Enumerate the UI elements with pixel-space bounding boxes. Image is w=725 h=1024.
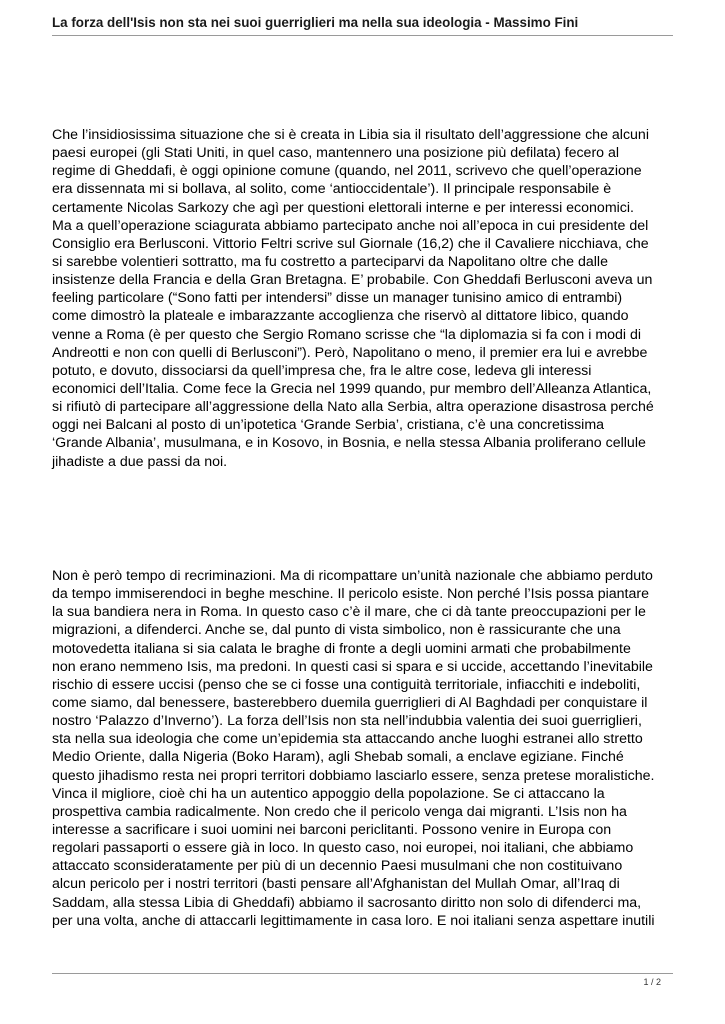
paragraph-line: regolari passaporti o essere già in loco. In questo caso, noi europei, noi italiani, che abbiamo bbox=[52, 840, 634, 857]
paragraph-line: Consiglio era Berlusconi. Vittorio Feltri scrive sul Giornale (16,2) che il Cavaliere nicchiava, che bbox=[52, 235, 649, 252]
paragraph-line: prospettiva cambia radicalmente. Non credo che il pericolo venga dai migranti. L’Isis non ha bbox=[52, 803, 627, 820]
paragraph-line: nostro ‘Palazzo d’Inverno’). La forza dell’Isis non sta nell’indubbia valentia dei suoi guerriglieri, bbox=[52, 713, 642, 730]
body-paragraph-2 bbox=[52, 567, 682, 930]
paragraph-line: ‘Grande Albania’, musulmana, e in Kosovo, in Bosnia, e nella stessa Albania proliferano cellule bbox=[52, 435, 646, 452]
paragraph-line: economici dell’Italia. Come fece la Grecia nel 1999 quando, pur membro dell’Alleanza Atlantica, bbox=[52, 380, 652, 397]
paragraph-line: Medio Oriente, dalla Nigeria (Boko Haram), agli Shebab somali, a enclave egiziane. Finché bbox=[52, 749, 624, 766]
paragraph-line: non erano nemmeno Isis, ma predoni. In questi casi si spara e si uccide, accettando l’inevitabile bbox=[52, 658, 653, 675]
paragraph-line: Non è però tempo di recriminazioni. Ma di ricompattare un’unità nazionale che abbiamo perduto bbox=[52, 568, 653, 584]
paragraph-line: migrazioni, a difenderci. Anche se, dal punto di vista simbolico, non è rassicurante che una bbox=[52, 622, 621, 639]
paragraph-line: paesi europei (gli Stati Uniti, in quel caso, mantennero una posizione più defilata) fecero al bbox=[52, 145, 620, 162]
paragraph-line: Ma a quell’operazione sciagurata abbiamo partecipato anche noi all’epoca in cui presidente del bbox=[52, 217, 649, 234]
paragraph-line: regime di Gheddafi, è oggi opinione comune (quando, nel 2011, scrivevo che quell’operazione bbox=[52, 163, 642, 180]
paragraph-line: Saddam, alla stessa Libia di Gheddafi) abbiamo il sacrosanto diritto non solo di difenderci ma, bbox=[52, 894, 642, 911]
paragraph-line: la sua bandiera nera in Roma. In questo caso c’è il mare, che ci dà tante preoccupazioni per le bbox=[52, 604, 646, 621]
body-paragraph-1 bbox=[52, 126, 682, 471]
paragraph-line: venne a Roma (è per questo che Sergio Romano scrisse che “la diplomazia si fa con i modi di bbox=[52, 326, 642, 343]
document-title: La forza dell'Isis non sta nei suoi guerriglieri ma nella sua ideologia - Massimo Fini bbox=[52, 15, 579, 30]
paragraph-line: si rifiutò di partecipare all’aggressione della Nato alla Serbia, altra operazione disastrosa perché bbox=[52, 399, 654, 416]
paragraph-line: feeling particolare (“Sono fatti per intendersi” disse un manager tunisino amico di entrambi) bbox=[52, 290, 623, 307]
paragraph-line: per una volta, anche di attaccarli legittimamente in casa loro. E noi italiani senza aspettare inutili bbox=[52, 912, 655, 929]
paragraph-line: certamente Nicolas Sarkozy che agì per questioni elettorali interne e per interessi economici. bbox=[52, 199, 634, 216]
paragraph-line: jihadiste a due passi da noi. bbox=[52, 453, 228, 470]
paragraph-line: oggi nei Balcani al posto di un’ipotetica ‘Grande Serbia’, cristiana, c’è una concretissima bbox=[52, 417, 605, 434]
paragraph-line: questo jihadismo resta nei propri territori dobbiamo lasciarlo essere, senza pretese moralistiche. bbox=[52, 767, 655, 784]
paragraph-line: come siamo, dal benessere, basterebbero duemila guerriglieri di Al Baghdadi per conquistare il bbox=[52, 694, 648, 711]
paragraph-line: si sarebbe volentieri sottratto, ma fu costretto a parteciparvi da Napolitano oltre che dalle bbox=[52, 253, 608, 270]
paragraph-line: alcun pericolo per i nostri territori (basti pensare all’Afghanistan del Mullah Omar, all’Iraq di bbox=[52, 876, 620, 893]
paragraph-line: da tempo immiserendoci in beghe meschine. Il pericolo esiste. Non perché l’Isis possa piantare bbox=[52, 586, 649, 603]
paragraph-line: interesse a sacrificare i suoi uomini nei barconi periclitanti. Possono venire in Europa con bbox=[52, 821, 612, 838]
paragraph-line: attaccato sconsideratamente per più di un decennio Paesi musulmani che non costituivano bbox=[52, 858, 623, 875]
paragraph-line: Andreotti e non con quelli di Berlusconi”). Però, Napolitano o meno, il premier era lui e avrebbe bbox=[52, 344, 648, 361]
page-number: 1 / 2 bbox=[643, 977, 661, 987]
paragraph-line: motovedetta italiana si sia calata le braghe di fronte a degli uomini armati che probabilmente bbox=[52, 640, 631, 657]
paragraph-line: Che l’insidiosissima situazione che si è creata in Libia sia il risultato dell’aggressione che alcuni bbox=[52, 127, 649, 143]
paragraph-line: insistenze della Francia e della Gran Bretagna. E’ probabile. Con Gheddafi Berlusconi aveva un bbox=[52, 272, 653, 289]
paragraph-line: era dissennata mi si bollava, al solito, come ‘antioccidentale’). Il principale responsabile è bbox=[52, 181, 612, 198]
header-divider bbox=[52, 35, 673, 36]
paragraph-line: sta nella sua ideologia che come un’epidemia sta attaccando anche luoghi estranei allo stretto bbox=[52, 731, 643, 748]
paragraph-line: potuto, e dovuto, dissociarsi da quell’impresa che, fra le altre cose, ledeva gli interessi bbox=[52, 362, 592, 379]
paragraph-line: come dimostrò la plateale e imbarazzante accoglienza che riservò al dittatore libico, quando bbox=[52, 308, 629, 325]
footer-divider bbox=[52, 973, 673, 974]
paragraph-line: Vinca il migliore, cioè chi ha un autentico appoggio della popolazione. Se ci attaccano la bbox=[52, 785, 605, 802]
paragraph-line: rischio di essere uccisi (penso che se ci fosse una contiguità territoriale, infiacchiti e indeboliti, bbox=[52, 676, 641, 693]
